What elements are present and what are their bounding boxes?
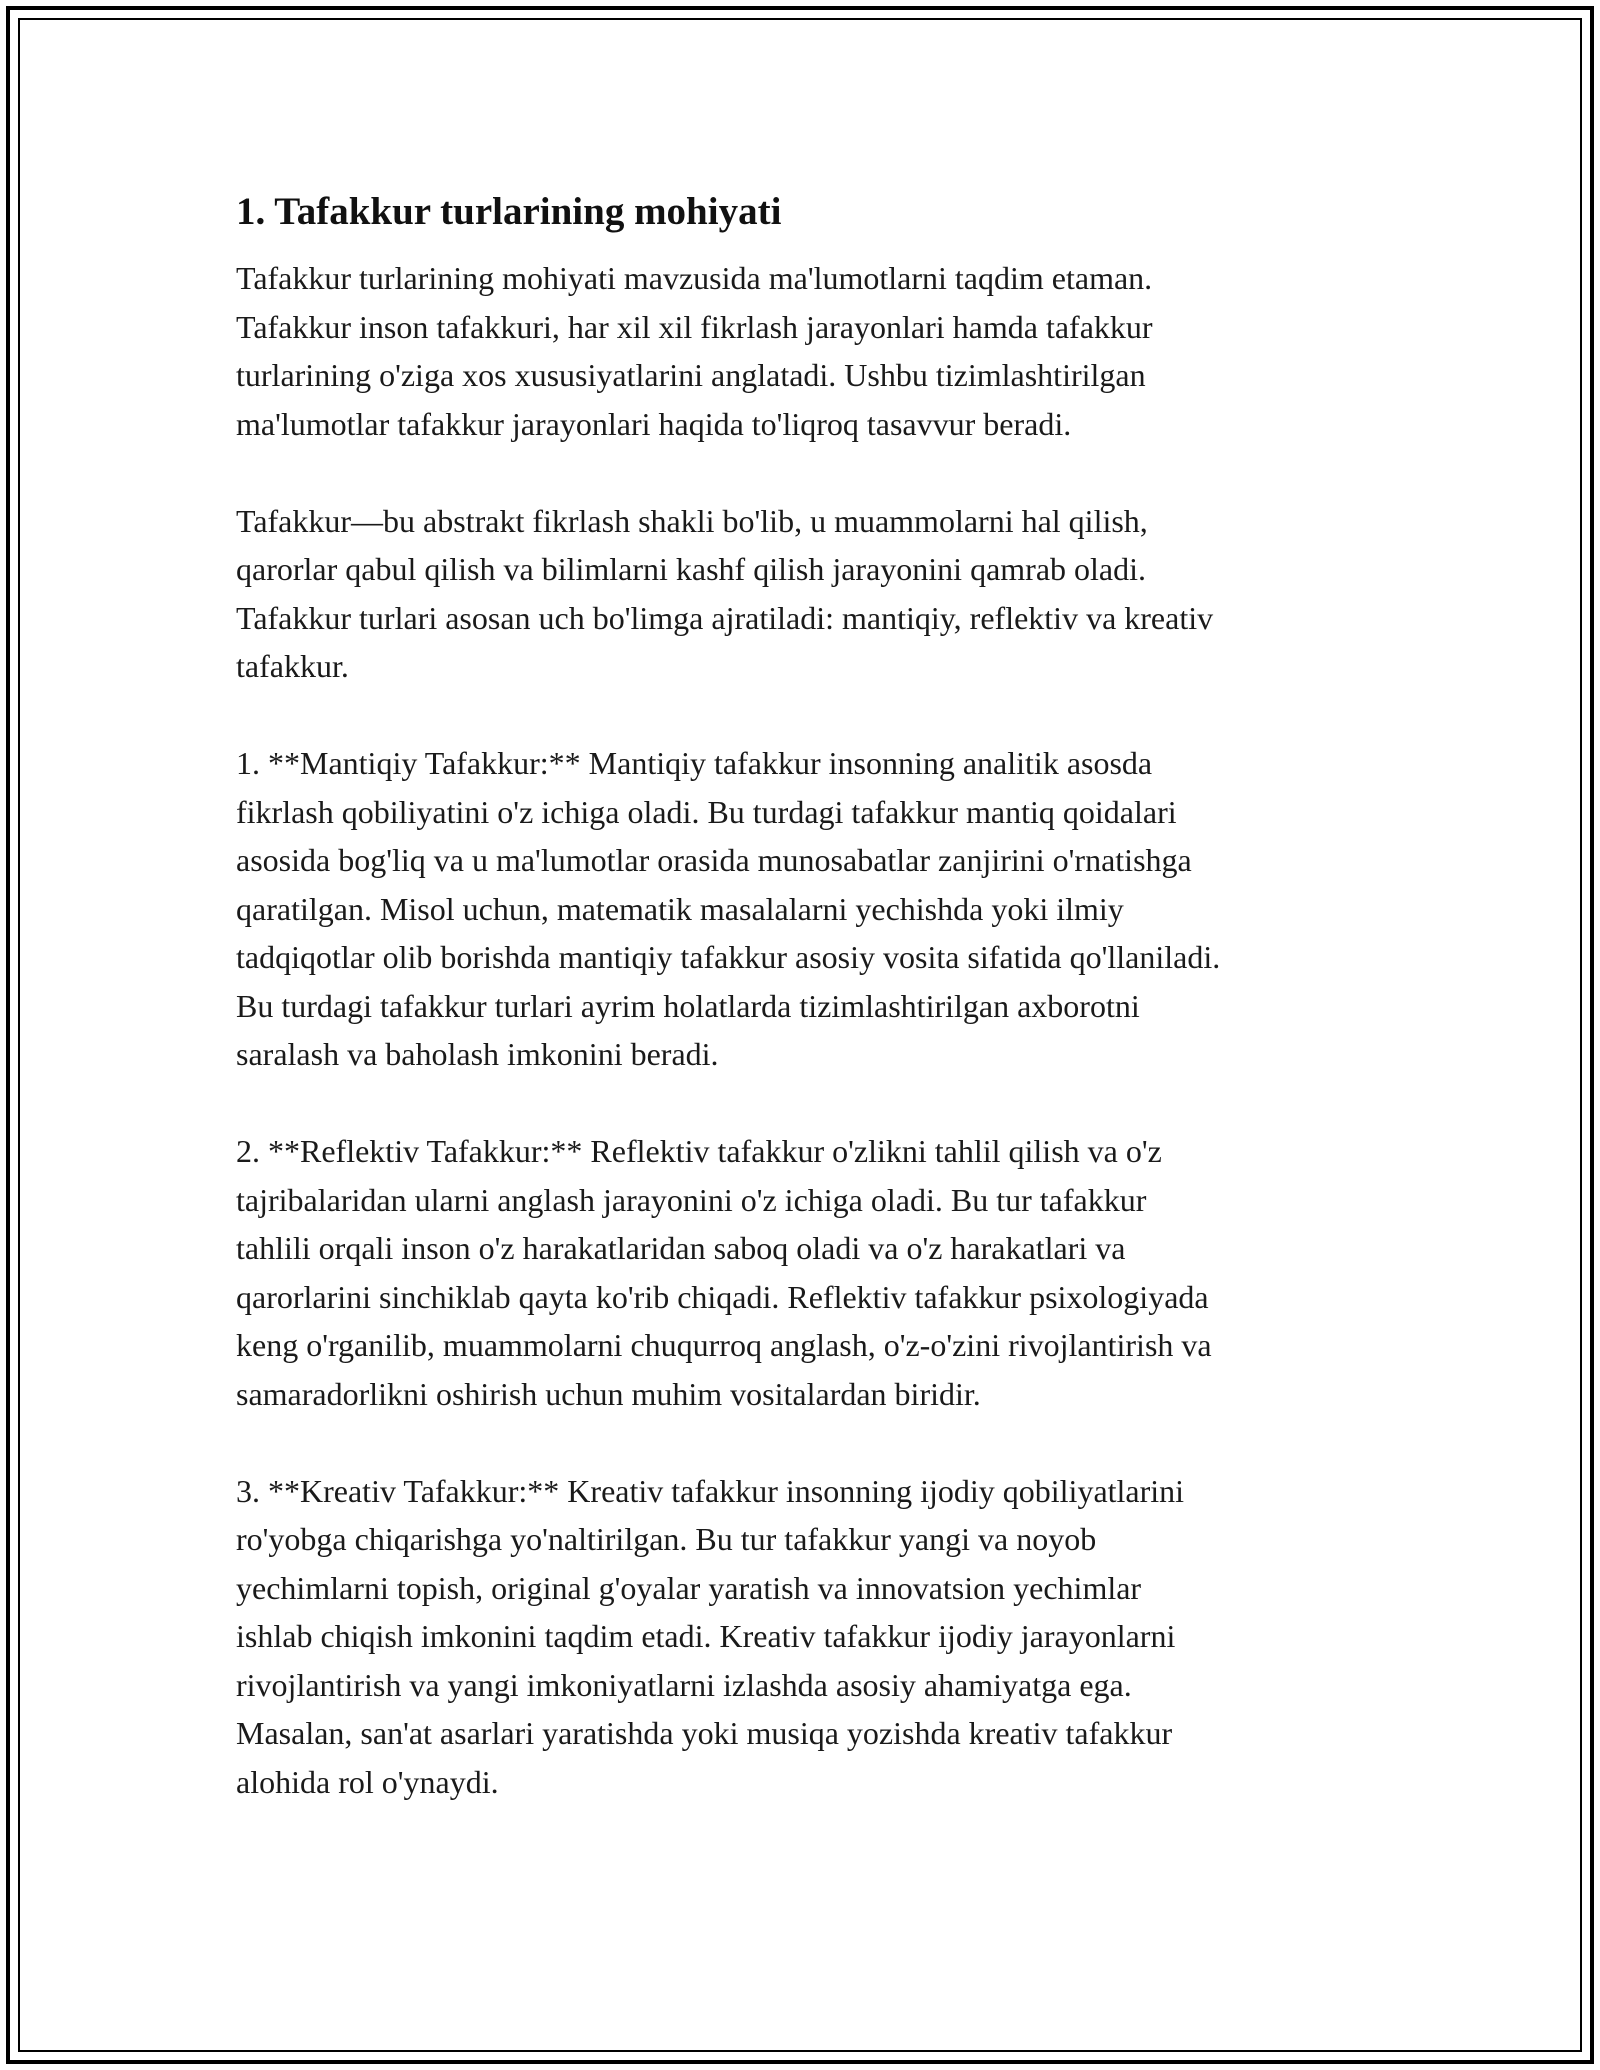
paragraph-definition: Tafakkur—bu abstrakt fikrlash shakli bo'lib, u muammolarni hal qilish, qarorlar qabul qilish va bilimlarni kashf qilish jarayonini qamrab oladi. Tafakkur turlari asosan uch bo'limga ajratiladi: mantiqiy, reflektiv va kreativ tafakkur. bbox=[236, 502, 1214, 684]
paragraph-reflective-thinking: 2. **Reflektiv Tafakkur:** Reflektiv tafakkur o'zlikni tahlil qilish va o'z tajribalaridan ularni anglash jarayonini o'z ichiga oladi. Bu tur tafakkur tahlili orqali inson o'z harakatlaridan saboq oladi va o'z harakatlari va qarorlarini sinchiklab qayta ko'rib chiqadi. Reflektiv tafakkur psixologiyada keng o'rganilib, muammolarni chuqurroq anglash, o'z-o'zini rivojlantirish va samaradorlikni oshirish uchun muhim vositalardan biridir. bbox=[236, 1133, 1212, 1412]
page-title: 1. Tafakkur turlarining mohiyati bbox=[236, 190, 782, 233]
paragraph-creative-thinking: 3. **Kreativ Tafakkur:** Kreativ tafakkur insonning ijodiy qobiliyatlarini ro'yobga chiqarishga yo'naltirilgan. Bu tur tafakkur yangi va noyob yechimlarni topish, original g'oyalar yaratish va innovatsion yechimlar ishlab chiqish imkonini taqdim etadi. Kreativ tafakkur ijodiy jarayonlarni rivojlantirish va yangi imkoniyatlarni izlashda asosiy ahamiyatga ega. Masalan, san'at asarlari yaratishda yoki musiqa yozishda kreativ tafakkur alohida rol o'ynaydi. bbox=[236, 1472, 1185, 1800]
document-body bbox=[236, 186, 1386, 1855]
paragraph-intro: Tafakkur turlarining mohiyati mavzusida ma'lumotlarni taqdim etaman. Tafakkur inson tafakkuri, har xil xil fikrlash jarayonlari hamda tafakkur turlarining o'ziga xos xususiyatlarini anglatadi. Ushbu tizimlashtirilgan ma'lumotlar tafakkur jarayonlari haqida to'liqroq tasavvur beradi. bbox=[236, 260, 1153, 442]
paragraph-logical-thinking: 1. **Mantiqiy Tafakkur:** Mantiqiy tafakkur insonning analitik asosda fikrlash qobiliyatini o'z ichiga oladi. Bu turdagi tafakkur mantiq qoidalari asosida bog'liq va u ma'lumotlar orasida munosabatlar zanjirini o'rnatishga qaratilgan. Misol uchun, matematik masalalarni yechishda yoki ilmiy tadqiqotlar olib borishda mantiqiy tafakkur asosiy vosita sifatida qo'llaniladi. Bu turdagi tafakkur turlari ayrim holatlarda tizimlashtirilgan axborotni saralash va baholash imkonini beradi. bbox=[236, 745, 1221, 1072]
